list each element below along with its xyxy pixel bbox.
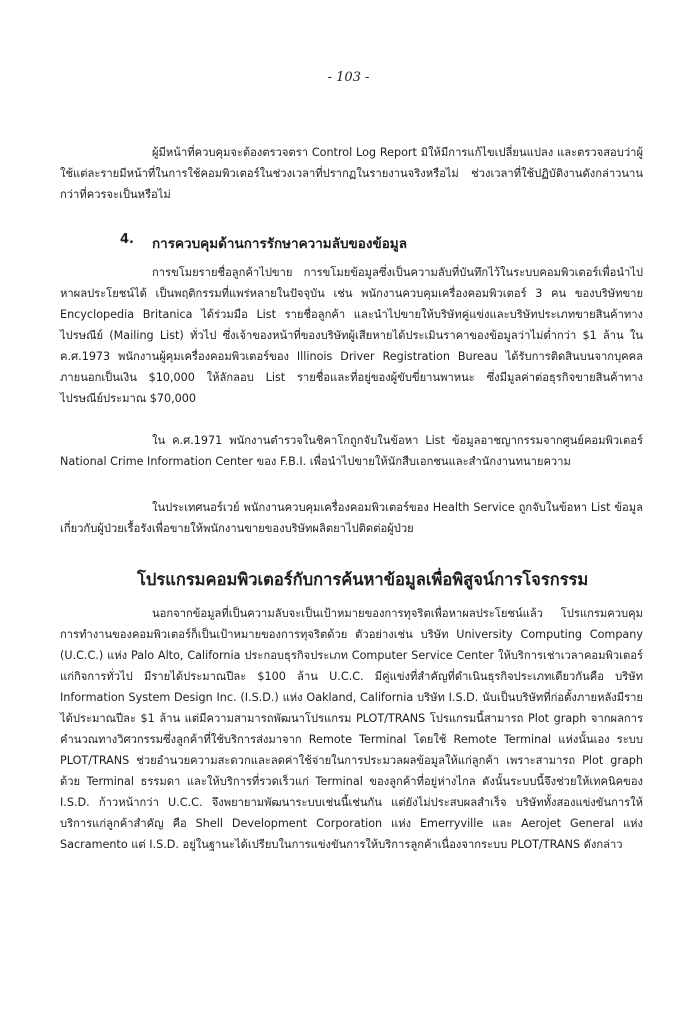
- chapter-heading: โปรแกรมคอมพิวเตอร์กับการค้นหาข้อมูลเพื่อพิสูจน์การโจรกรรม: [137, 570, 589, 589]
- paragraph-norway-health: ในประเทศนอร์เวย์ พนักงานควบคุมเครื่องคอมพิวเตอร์ของ Health Service ถูกจับในข้อหา List ข้อมูลเกี่ยวกับผู้ป่วยเรื้อรังเพื่อขายให้พนักงานขายของบริษัทผลิตยาไปติดต่อผู้ป่วย: [60, 501, 643, 535]
- page-number: - 103 -: [327, 70, 370, 85]
- paragraph-chicago-police: ใน ค.ศ.1971 พนักงานตำรวจในชิคาโกถูกจับในข้อหา List ข้อมูลอาชญากรรมจากศูนย์คอมพิวเตอร์ National Crime Information Center ของ F.B.I. เพื่อนำไปขายให้นักสืบเอกชนและสำนักงานทนายความ: [60, 434, 643, 468]
- section-number: 4.: [120, 232, 134, 247]
- section-title: การควบคุมด้านการรักษาความลับของข้อมูล: [152, 236, 407, 252]
- paragraph-control-log: ผู้มีหน้าที่ควบคุมจะต้องตรวจตรา Control Log Report มิให้มีการแก้ไขเปลี่ยนแปลง และตรวจสอบว่าผู้ใช้แต่ละรายมีหน้าที่ในการใช้คอมพิวเตอร์ในช่วงเวลาที่ปรากฏในรายงานจริงหรือไม่ ช่วงเวลาที่ใช้ปฏิบัติงานดังกล่าวนานกว่าที่ควรจะเป็นหรือไม่: [60, 146, 643, 201]
- paragraph-customer-list-theft: การขโมยรายชื่อลูกค้าไปขาย การขโมยข้อมูลซึ่งเป็นความลับที่บันทึกไว้ในระบบคอมพิวเตอร์เพื่อนำไปหาผลประโยชน์ได้ เป็นพฤติกรรมที่แพร่หลายในปัจจุบัน เช่น พนักงานควบคุมเครื่องคอมพิวเตอร์ 3 คน ของบริษัทขาย Encyclopedia Britanica ได้ร่วมมือ List รายชื่อลูกค้า และนำไปขายให้บริษัทคู่แข่งและบริษัทประเภทขายสินค้าทางไปรษณีย์ (Mailing List) ทั่วไป ซึ่งเจ้าของหน้าที่ของบริษัทผู้เสียหายได้ประเมินราคาของข้อมูลว่าไม่ต่ำกว่า $1 ล้าน ใน ค.ศ.1973 พนักงานผู้คุมเครื่องคอมพิวเตอร์ของ Illinois Driver Registration Bureau ได้รับการติดสินบนจากบุคคลภายนอกเป็นเงิน $10,000 ให้ลักลอบ List รายชื่อและที่อยู่ของผู้ขับขี่ยานพาหนะ ซึ่งมีมูลค่าต่อธุรกิจขายสินค้าทางไปรษณีย์ประมาณ $70,000: [60, 266, 643, 405]
- paragraph-program-theft: นอกจากข้อมูลที่เป็นความลับจะเป็นเป้าหมายของการทุจริตเพื่อหาผลประโยชน์แล้ว โปรแกรมควบคุมการทำงานของคอมพิวเตอร์ก็เป็นเป้าหมายของการทุจริตด้วย ตัวอย่างเช่น บริษัท University Computing Company (U.C.C.) แห่ง Palo Alto, California ประกอบธุรกิจประเภท Computer Service Center ให้บริการเช่าเวลาคอมพิวเตอร์แก่กิจการทั่วไป มีรายได้ประมาณปีละ $100 ล้าน U.C.C. มีคู่แข่งที่สำคัญที่ดำเนินธุรกิจประเภทเดียวกันคือ บริษัท Information System Design Inc. (I.S.D.) แห่ง Oakland, California บริษัท I.S.D. นับเป็นบริษัทที่ก่อตั้งภายหลังมีรายได้ประมาณปีละ $1 ล้าน แต่มีความสามารถพัฒนาโปรแกรม PLOT/TRANS โปรแกรมนี้สามารถ Plot graph จากผลการคำนวณทางวิศวกรรมซึ่งลูกค้าที่ใช้บริการส่งมาจาก Remote Terminal โดยใช้ Remote Terminal แห่งนั้นเอง ระบบ PLOT/TRANS ช่วยอำนวยความสะดวกและลดค่าใช้จ่ายในการประมวลผลข้อมูลให้แก่ลูกค้า เพราะสามารถ Plot graph ด้วย Terminal ธรรมดา และให้บริการที่รวดเร็วแก่ Terminal ของลูกค้าที่อยู่ห่างไกล ดังนั้นระบบนี้จึงช่วยให้เทคนิคของ I.S.D. ก้าวหน้ากว่า U.C.C. จึงพยายามพัฒนาระบบเช่นนี้เช่นกัน แต่ยังไม่ประสบผลสำเร็จ บริษัททั้งสองแข่งขันการให้บริการแก่ลูกค้าสำคัญ คือ Shell Development Corporation แห่ง Emerryville และ Aerojet General แห่ง Sacramento แต่ I.S.D. อยู่ในฐานะได้เปรียบในการแข่งขันการให้บริการลูกค้าเนื่องจากระบบ PLOT/TRANS ดังกล่าว: [60, 607, 643, 851]
